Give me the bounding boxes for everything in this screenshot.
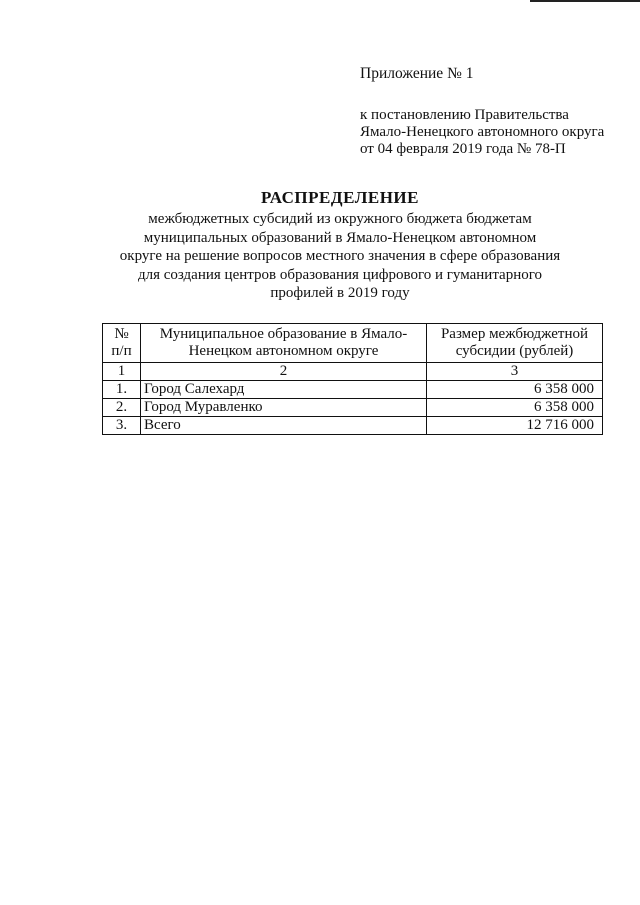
header-amount-line-2: субсидии (рублей) <box>455 343 574 359</box>
decree-line-3: от 04 февраля 2019 года № 78-П <box>360 141 566 157</box>
header-amount-line-1: Размер межбюджетной <box>440 326 589 342</box>
subtitle-line-2: муниципальных образований в Ямало-Ненецком автономном <box>143 229 537 246</box>
row-amount: 6 358 000 <box>427 381 603 399</box>
header-municipality-line-1: Муниципальное образование в Ямало- <box>159 326 408 342</box>
row-num: 3. <box>103 417 141 435</box>
annex-header <box>360 65 630 158</box>
subtitle-line-5: профилей в 2019 году <box>270 285 410 301</box>
table-row-total <box>103 417 603 435</box>
decree-line-1: к постановлению Правительства <box>360 107 569 123</box>
top-edge-rule <box>530 0 640 2</box>
document-subtitle <box>100 210 580 303</box>
header-municipality <box>141 324 427 363</box>
header-num-line-1: № <box>114 326 129 342</box>
header-amount <box>427 324 603 363</box>
document-title: РАСПРЕДЕЛЕНИЕ <box>261 188 419 207</box>
row-num: 1. <box>103 381 141 399</box>
row-municipality: Город Муравленко <box>141 399 427 417</box>
subtitle-line-3: округе на решение вопросов местного значения в сфере образования <box>119 248 561 264</box>
column-number-1: 1 <box>103 363 141 381</box>
column-number-2: 2 <box>141 363 427 381</box>
row-amount: 12 716 000 <box>427 417 603 435</box>
subtitle-line-4: для создания центров образования цифрового и гуманитарного <box>137 266 543 283</box>
decree-line-2: Ямало-Ненецкого автономного округа <box>360 124 605 140</box>
subsidy-distribution-table <box>102 323 603 435</box>
table-header-row <box>103 324 603 363</box>
header-num-line-2: п/п <box>111 343 132 359</box>
row-municipality: Всего <box>141 417 427 435</box>
row-amount: 6 358 000 <box>427 399 603 417</box>
decree-reference <box>360 107 630 158</box>
header-num <box>103 324 141 363</box>
column-number-3: 3 <box>427 363 603 381</box>
table-row <box>103 399 603 417</box>
header-municipality-line-2: Ненецком автономном округе <box>188 343 379 359</box>
column-number-row <box>103 363 603 381</box>
row-num: 2. <box>103 399 141 417</box>
row-municipality: Город Салехард <box>141 381 427 399</box>
annex-number: Приложение № 1 <box>360 65 474 82</box>
table-row <box>103 381 603 399</box>
subtitle-line-1: межбюджетных субсидий из окружного бюджета бюджетам <box>148 211 532 227</box>
